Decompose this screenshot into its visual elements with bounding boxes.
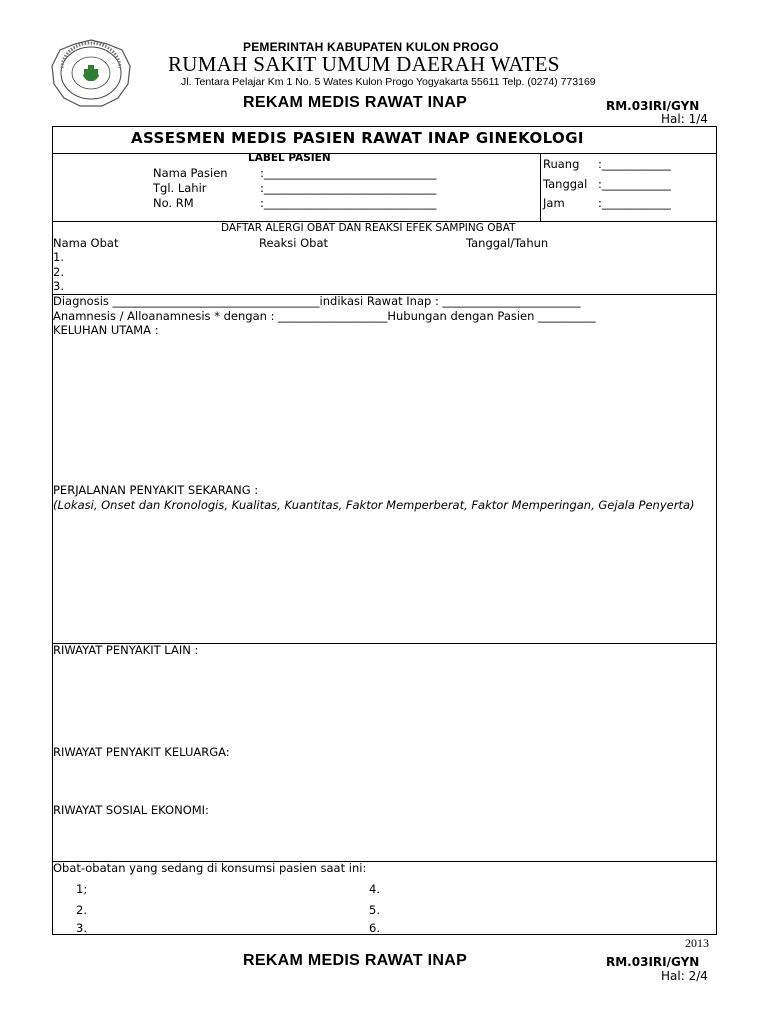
allergy-row: 1. — [53, 250, 64, 264]
hospital-name: RUMAH SAKIT UMUM DAERAH WATES — [168, 52, 560, 76]
page-number-page2: Hal: 2/4 — [661, 969, 708, 983]
diagnosis-line[interactable]: Diagnosis ____________________________________indikasi Rawat Inap : ________________________ — [53, 294, 581, 308]
jam-field[interactable]: :____________ — [598, 196, 671, 210]
label-pasien-heading: LABEL PASIEN — [248, 152, 331, 164]
doc-title-page2: REKAM MEDIS RAWAT INAP — [243, 952, 468, 969]
government-name: PEMERINTAH KABUPATEN KULON PROGO — [243, 40, 499, 54]
nama-pasien-label: Nama Pasien — [153, 166, 228, 180]
allergy-col-obat: Nama Obat — [53, 236, 119, 250]
nama-pasien-field[interactable]: :______________________________ — [260, 166, 437, 180]
page-number: Hal: 1/4 — [661, 112, 708, 126]
ruang-label: Ruang — [543, 157, 580, 171]
allergy-heading: DAFTAR ALERGI OBAT DAN REAKSI EFEK SAMPING OBAT — [221, 222, 516, 234]
perjalanan-label: PERJALANAN PENYAKIT SEKARANG : — [53, 483, 259, 497]
no-rm-label: No. RM — [153, 196, 194, 210]
perjalanan-note: (Lokasi, Onset dan Kronologis, Kualitas, Kuantitas, Faktor Memperberat, Faktor Memperingan, Gejala Penyerta) — [53, 498, 695, 512]
tanggal-label: Tanggal — [543, 177, 588, 191]
allergy-row: 2. — [53, 265, 64, 279]
obat-item: 6. — [369, 921, 380, 935]
obat-item: 3. — [76, 921, 87, 935]
riwayat-keluarga-label: RIWAYAT PENYAKIT KELUARGA: — [53, 745, 230, 759]
riwayat-sosial-label: RIWAYAT SOSIAL EKONOMI: — [53, 803, 209, 817]
divider — [52, 153, 717, 154]
anamnesis-line[interactable]: Anamnesis / Alloanamnesis * dengan : ___________________Hubungan dengan Pasien __________ — [53, 309, 596, 323]
hospital-logo — [50, 38, 132, 108]
keluhan-utama-label: KELUHAN UTAMA : — [53, 323, 159, 337]
form-code-page2: RM.03IRI/GYN — [606, 955, 700, 969]
doc-title: REKAM MEDIS RAWAT INAP — [243, 94, 468, 111]
hospital-address: Jl. Tentara Pelajar Km 1 No. 5 Wates Kulon Progo Yogyakarta 55611 Telp. (0274) 773169 — [181, 76, 596, 88]
allergy-col-reaksi: Reaksi Obat — [259, 236, 329, 250]
year: 2013 — [685, 936, 709, 950]
obat-item: 4. — [369, 882, 380, 896]
obat-item: 5. — [369, 903, 380, 917]
form-title: ASSESMEN MEDIS PASIEN RAWAT INAP GINEKOLOGI — [131, 129, 584, 147]
tanggal-field[interactable]: :____________ — [598, 177, 671, 191]
obat-item: 1; — [76, 882, 88, 896]
tgl-lahir-field[interactable]: :______________________________ — [260, 181, 437, 195]
tgl-lahir-label: Tgl. Lahir — [153, 181, 207, 195]
form-code: RM.03IRI/GYN — [606, 99, 700, 113]
obat-item: 2. — [76, 903, 87, 917]
divider — [540, 153, 541, 221]
no-rm-field[interactable]: :______________________________ — [260, 196, 437, 210]
obat-heading: Obat-obatan yang sedang di konsumsi pasien saat ini: — [53, 861, 367, 875]
riwayat-penyakit-lain-label: RIWAYAT PENYAKIT LAIN : — [53, 643, 199, 657]
allergy-col-tanggal: Tanggal/Tahun — [466, 236, 549, 250]
allergy-row: 3. — [53, 279, 64, 293]
ruang-field[interactable]: :____________ — [598, 157, 671, 171]
jam-label: Jam — [543, 196, 565, 210]
